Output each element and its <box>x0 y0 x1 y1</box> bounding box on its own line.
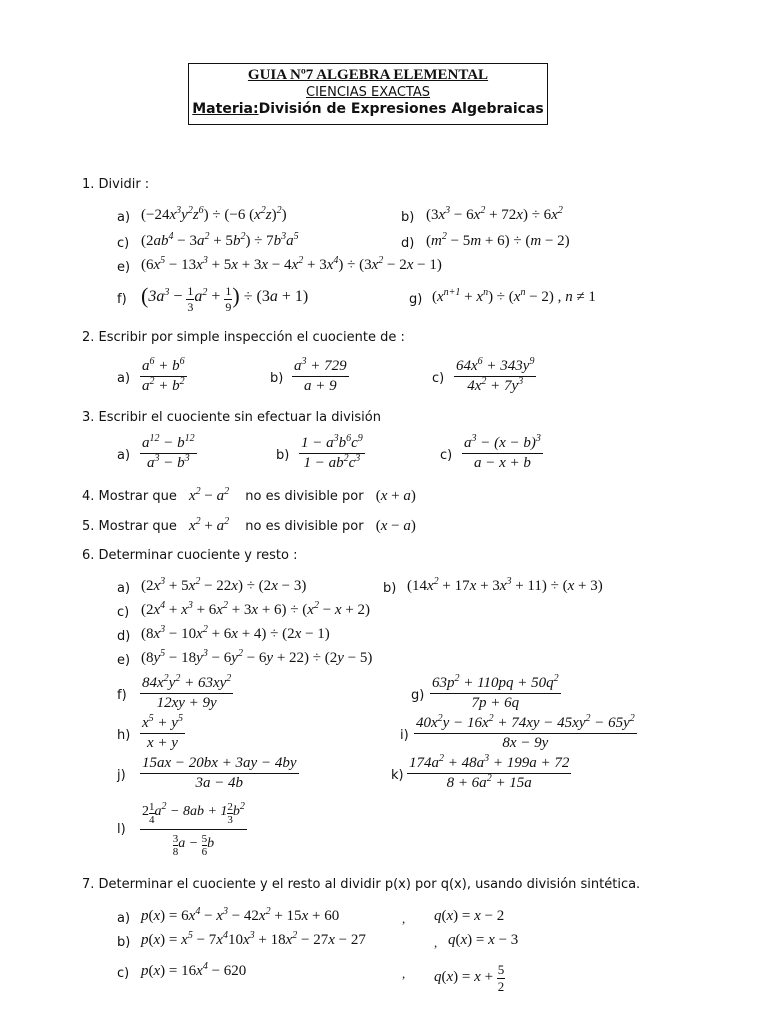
s7-p-c: $p(x) = 16x^4 - 620$ <box>141 961 247 979</box>
s5-expr-2: (x − a) <box>375 518 416 534</box>
s1-expr-e: $(6x^5 - 13x^3 + 5x + 3x - 4x^2 + 3x^4) \div (3x^2 - 2x - 1)$ <box>141 255 442 273</box>
s6-frac-i: $\frac{40x^2y - 16x^2 + 74xy - 45xy^2 - 65y^2}{8x - 9y}$ <box>416 713 635 751</box>
s6-frac-f: $\frac{84x^2y^2 + 63xy^2}{12xy + 9y}$ <box>142 673 232 711</box>
s6-label-j: j) <box>117 768 126 783</box>
subject-text: División de Expresiones Algebraicas <box>258 101 544 117</box>
s7-q-a: q(x) = x − 2 <box>434 908 505 924</box>
s6-frac-j: $\frac{15ax - 20bx + 3ay - 4by}{3a - 4b}$ <box>142 755 297 791</box>
s7-p-a: $p(x) = 6x^4 - x^3 - 42x^2 + 15x + 60$ <box>141 906 340 924</box>
s6-label-k: k) <box>391 768 404 783</box>
s3-label-a: a) <box>117 448 131 463</box>
s1-expr-a: $(-24x^3y^2z^6) \div (-6$ $(x^2z)^2$) <box>141 205 287 223</box>
s6-expr-a: $(2x^3 + 5x^2 - 22x) \div (2x - 3)$ <box>141 576 307 594</box>
guide-subtitle: CIENCIAS EXACTAS <box>306 85 430 100</box>
s3-label-c: c) <box>440 448 453 463</box>
s7-comma-a: , <box>402 911 406 926</box>
s6-frac-g: $\frac{63p^2 + 110pq + 50q^2}{7p + 6q}$ <box>432 673 559 711</box>
section-4-heading <box>82 488 416 505</box>
subject-label: Materia: <box>192 101 259 117</box>
s4-text-a: 4. Mostrar que <box>82 489 177 504</box>
s7-comma-c: , <box>402 966 406 981</box>
guide-title: GUIA Nº7 ALGEBRA ELEMENTAL <box>247 67 489 83</box>
s6-label-h: h) <box>117 728 131 743</box>
s7-p-b: $p(x) = x^5 - 7x^410x^3 + 18x^2 - 27x - 27$ <box>141 930 366 948</box>
s5-text-b: no es divisible por <box>245 519 364 534</box>
s4-expr-2: (x + a) <box>375 488 416 504</box>
s6-frac-h: $\frac{x^5 + y^5}{x + y}$ <box>142 713 183 751</box>
s5-text-a: 5. Mostrar que <box>82 519 177 534</box>
s6-label-f: f) <box>117 688 127 703</box>
s6-frac-l: 2 $\frac{1}{4}$ $a^2 - 8ab + 1$ $\frac{2}{3}$ $b^2$ $\frac{3}{8}$ a − $\frac{5}{6}$ b <box>142 801 245 858</box>
section-5-heading <box>82 518 416 535</box>
s6-label-g: g) <box>411 688 425 703</box>
s4-expr-1: $x^2 - a^2$ <box>189 486 230 504</box>
s7-label-c: c) <box>117 966 130 981</box>
s1-label-f: f) <box>117 292 127 307</box>
s1-label-d: d) <box>401 236 415 251</box>
s6-label-i: i) <box>400 728 409 743</box>
s2-frac-a: $\frac{a^6 + b^6}{a^2 + b^2}$ <box>142 356 185 394</box>
s1-label-a: a) <box>117 210 131 225</box>
s3-frac-a: $\frac{a^{12} - b^{12}}{a^3 - b^3}$ <box>142 433 195 471</box>
s1-label-g: g) <box>409 292 423 307</box>
s6-expr-d: $(8x^3 - 10x^2 + 6x + 4) \div (2x - 1)$ <box>141 624 330 642</box>
s7-q-b: q(x) = x − 3 <box>448 932 519 948</box>
s6-frac-k: $\frac{174a^2 + 48a^3 + 199a + 72}{8 + 6a^2 + 15a}$ <box>409 753 570 791</box>
s1-expr-g: $(x^{n+1} + x^n) \div (x^n - 2)$ , n ≠ 1 <box>432 287 596 305</box>
s7-label-a: a) <box>117 911 131 926</box>
title-box <box>188 63 548 125</box>
s2-frac-c: $\frac{64x^6 + 343y^9}{4x^2 + 7y^3}$ <box>456 356 535 394</box>
s2-label-a: a) <box>117 371 131 386</box>
s6-expr-b: $(14x^2 + 17x + 3x^3 + 11) \div (x + 3)$ <box>407 576 603 594</box>
s2-label-c: c) <box>432 371 445 386</box>
s7-comma-b: , <box>434 935 438 950</box>
s2-label-b: b) <box>270 371 284 386</box>
s1-label-e: e) <box>117 260 131 275</box>
s3-frac-c: $\frac{a^3 - (x - b)^3}{a - x + b}$ <box>464 433 541 471</box>
s6-label-l: l) <box>117 822 126 837</box>
s6-label-a: a) <box>117 581 131 596</box>
s6-expr-c: $(2x^4 + x^3 + 6x^2 + 3x + 6) \div (x^2 - x + 2)$ <box>141 600 371 618</box>
s6-label-d: d) <box>117 629 131 644</box>
s6-label-b: b) <box>383 581 397 596</box>
s1-expr-b: $(3x^3 - 6x^2 + 72x) \div 6x^2$ <box>426 205 563 223</box>
s3-label-b: b) <box>276 448 290 463</box>
s7-q-c: q(x) = x + $\frac{5}{2}$ <box>434 962 505 994</box>
s3-frac-b: $\frac{1 - a^3b^6c^9}{1 - ab^2c^3}$ <box>301 433 363 471</box>
s1-expr-f: ($3a^3$ − $\frac{1}{3}$ $a^2$ + $\frac{1}{9}$ ) ÷ (3a + 1) <box>141 283 309 314</box>
section-6-heading: 6. Determinar cuociente y resto : <box>82 548 298 563</box>
section-2-heading: 2. Escribir por simple inspección el cuociente de : <box>82 330 405 345</box>
s6-label-c: c) <box>117 605 130 620</box>
section-3-heading: 3. Escribir el cuociente sin efectuar la división <box>82 410 381 425</box>
s2-frac-b: $\frac{a^3 + 729}{a + 9}$ <box>294 356 347 394</box>
s1-expr-c: $(2ab^4 - 3a^2 + 5b^2) \div 7b^3a^5$ <box>141 231 299 249</box>
s4-text-b: no es divisible por <box>245 489 364 504</box>
s1-expr-d: $(m^2 - 5m + 6) \div (m - 2)$ <box>426 231 570 249</box>
s5-expr-1: $x^2 + a^2$ <box>189 516 230 534</box>
section-1-heading: 1. Dividir : <box>82 177 150 192</box>
s6-expr-e: $(8y^5 - 18y^3 - 6y^2 - 6y + 22) \div (2y - 5)$ <box>141 648 373 666</box>
s1-label-b: b) <box>401 210 415 225</box>
guide-subject <box>189 101 547 117</box>
s6-label-e: e) <box>117 653 131 668</box>
s7-label-b: b) <box>117 935 131 950</box>
section-7-heading: 7. Determinar el cuociente y el resto al dividir p(x) por q(x), usando división sintética. <box>82 877 641 892</box>
s1-label-c: c) <box>117 236 130 251</box>
